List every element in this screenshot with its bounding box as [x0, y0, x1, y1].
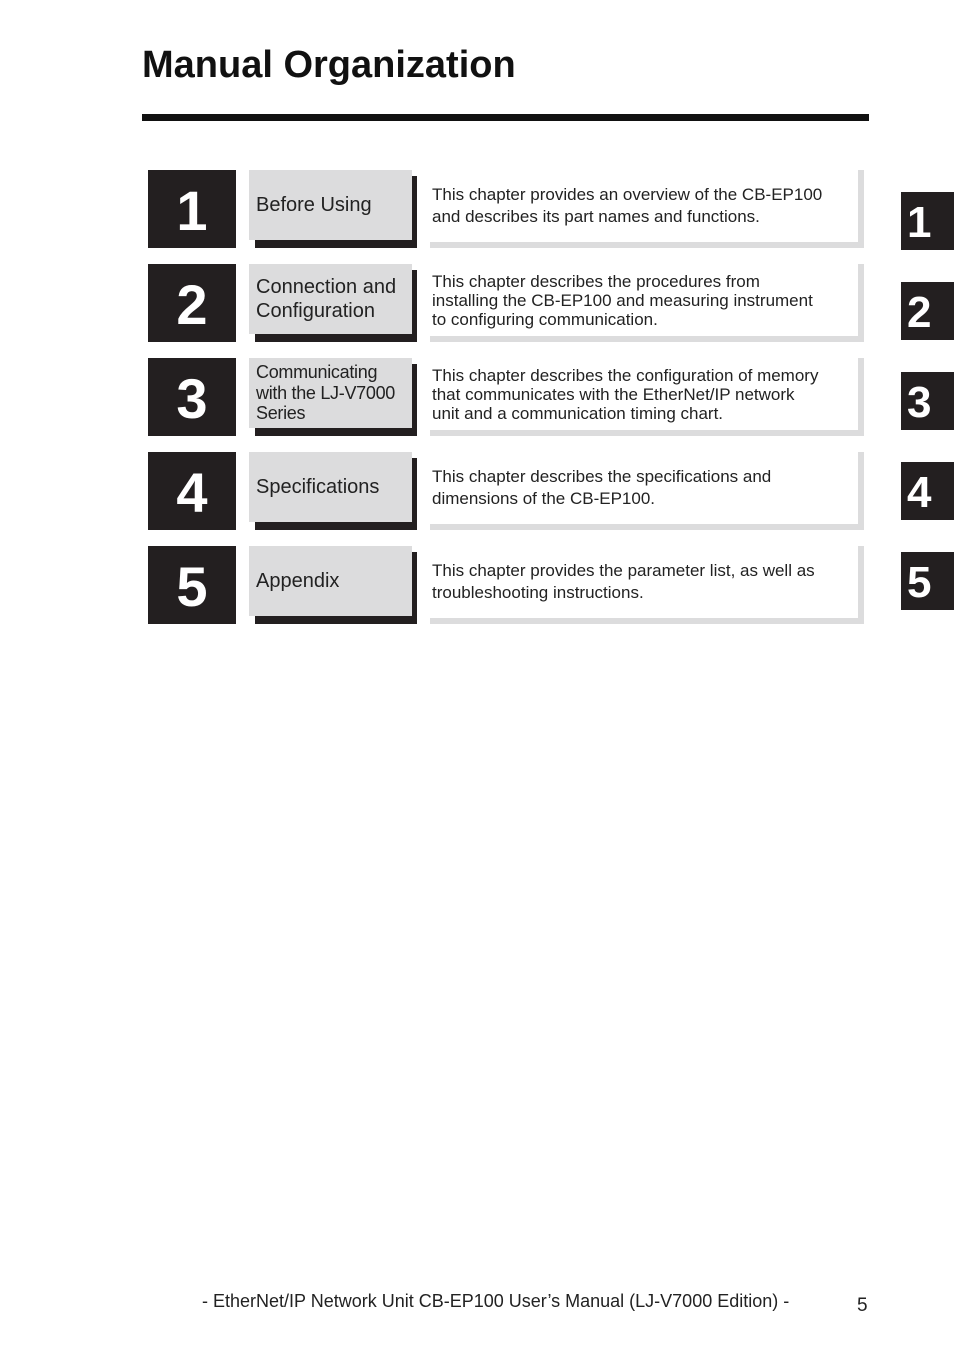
- chapter-description: [432, 466, 771, 510]
- chapter-title: [256, 475, 379, 499]
- chapter-row-1[interactable]: [148, 170, 864, 248]
- chapter-description: [432, 272, 813, 329]
- chapter-title-line: with the LJ-V7000: [256, 382, 395, 403]
- desc-box-shadow: [858, 264, 864, 342]
- chapter-title-box: [249, 170, 412, 240]
- chapter-description-box: [430, 546, 858, 618]
- chapter-description-line: unit and a communication timing chart.: [432, 403, 724, 423]
- desc-box-shadow: [858, 546, 864, 624]
- chapter-description: [432, 560, 815, 604]
- chapter-description-line: This chapter describes the procedures from: [432, 271, 760, 291]
- desc-box-shadow: [858, 358, 864, 436]
- chapter-title-box: [249, 358, 412, 428]
- chapter-description-line: This chapter describes the specifications and: [432, 467, 772, 486]
- chapter-description: [432, 366, 818, 423]
- chapter-title-line: Communicating: [256, 362, 378, 383]
- side-tab-3[interactable]: 3: [901, 372, 954, 430]
- title-box-shadow: [255, 522, 417, 530]
- title-box-shadow: [255, 616, 417, 624]
- chapter-title-line: Series: [256, 403, 306, 424]
- chapter-description: [432, 184, 822, 228]
- chapter-description-box: [430, 264, 858, 336]
- title-box-shadow: [412, 458, 417, 530]
- desc-box-shadow: [430, 524, 864, 530]
- chapter-description-line: This chapter describes the configuration of memory: [432, 365, 819, 385]
- desc-box-shadow: [430, 618, 864, 624]
- title-box-shadow: [255, 334, 417, 342]
- desc-box-shadow: [430, 242, 864, 248]
- desc-box-shadow: [858, 452, 864, 530]
- chapter-title-box: [249, 546, 412, 616]
- chapter-number: 1: [148, 170, 236, 248]
- chapter-number: 5: [148, 546, 236, 624]
- chapter-row-5[interactable]: [148, 546, 864, 624]
- chapter-description-line: and describes its part names and functions.: [432, 207, 760, 226]
- side-tab-1[interactable]: 1: [901, 192, 954, 250]
- chapter-description-line: dimensions of the CB-EP100.: [432, 489, 656, 508]
- chapter-title-line: Appendix: [256, 570, 340, 592]
- desc-box-shadow: [430, 430, 864, 436]
- chapter-title: [256, 362, 395, 424]
- chapter-number: 3: [148, 358, 236, 436]
- title-box-shadow: [412, 176, 417, 248]
- chapter-title: [256, 193, 372, 217]
- chapter-description-line: This chapter provides an overview of the CB-EP100: [432, 185, 823, 204]
- side-tab-4[interactable]: 4: [901, 462, 954, 520]
- title-box-shadow: [412, 552, 417, 624]
- chapter-title-box: [249, 264, 412, 334]
- chapter-title: [256, 569, 339, 593]
- title-box-shadow: [412, 270, 417, 342]
- desc-box-shadow: [858, 170, 864, 248]
- page-footer: - EtherNet/IP Network Unit CB-EP100 User’s Manual (LJ-V7000 Edition) -: [202, 1291, 790, 1311]
- chapter-title-line: Specifications: [256, 476, 380, 498]
- chapter-row-3[interactable]: [148, 358, 864, 436]
- desc-box-shadow: [430, 336, 864, 342]
- chapter-description-box: [430, 358, 858, 430]
- chapter-row-4[interactable]: [148, 452, 864, 530]
- chapter-description-line: troubleshooting instructions.: [432, 583, 644, 602]
- chapter-number: 2: [148, 264, 236, 342]
- chapter-description-box: [430, 170, 858, 242]
- chapter-description-line: to configuring communication.: [432, 309, 658, 329]
- chapter-description-line: installing the CB-EP100 and measuring instrument: [432, 290, 813, 310]
- chapter-description-line: This chapter provides the parameter list, as well as: [432, 561, 815, 580]
- title-box-shadow: [255, 240, 417, 248]
- chapter-row-2[interactable]: [148, 264, 864, 342]
- chapter-description-box: [430, 452, 858, 524]
- chapter-number: 4: [148, 452, 236, 530]
- chapter-title-line: Connection and: [256, 276, 397, 298]
- page-number: 5: [857, 1295, 868, 1316]
- chapter-title-line: Configuration: [256, 300, 375, 322]
- title-box-shadow: [255, 428, 417, 436]
- title-rule: [142, 114, 869, 121]
- chapter-title-line: Before Using: [256, 194, 372, 216]
- side-tab-5[interactable]: 5: [901, 552, 954, 610]
- chapter-title-box: [249, 452, 412, 522]
- title-box-shadow: [412, 364, 417, 436]
- side-tab-2[interactable]: 2: [901, 282, 954, 340]
- chapter-description-line: that communicates with the EtherNet/IP network: [432, 384, 795, 404]
- chapter-title: [256, 275, 396, 323]
- page-title: Manual Organization: [142, 44, 516, 86]
